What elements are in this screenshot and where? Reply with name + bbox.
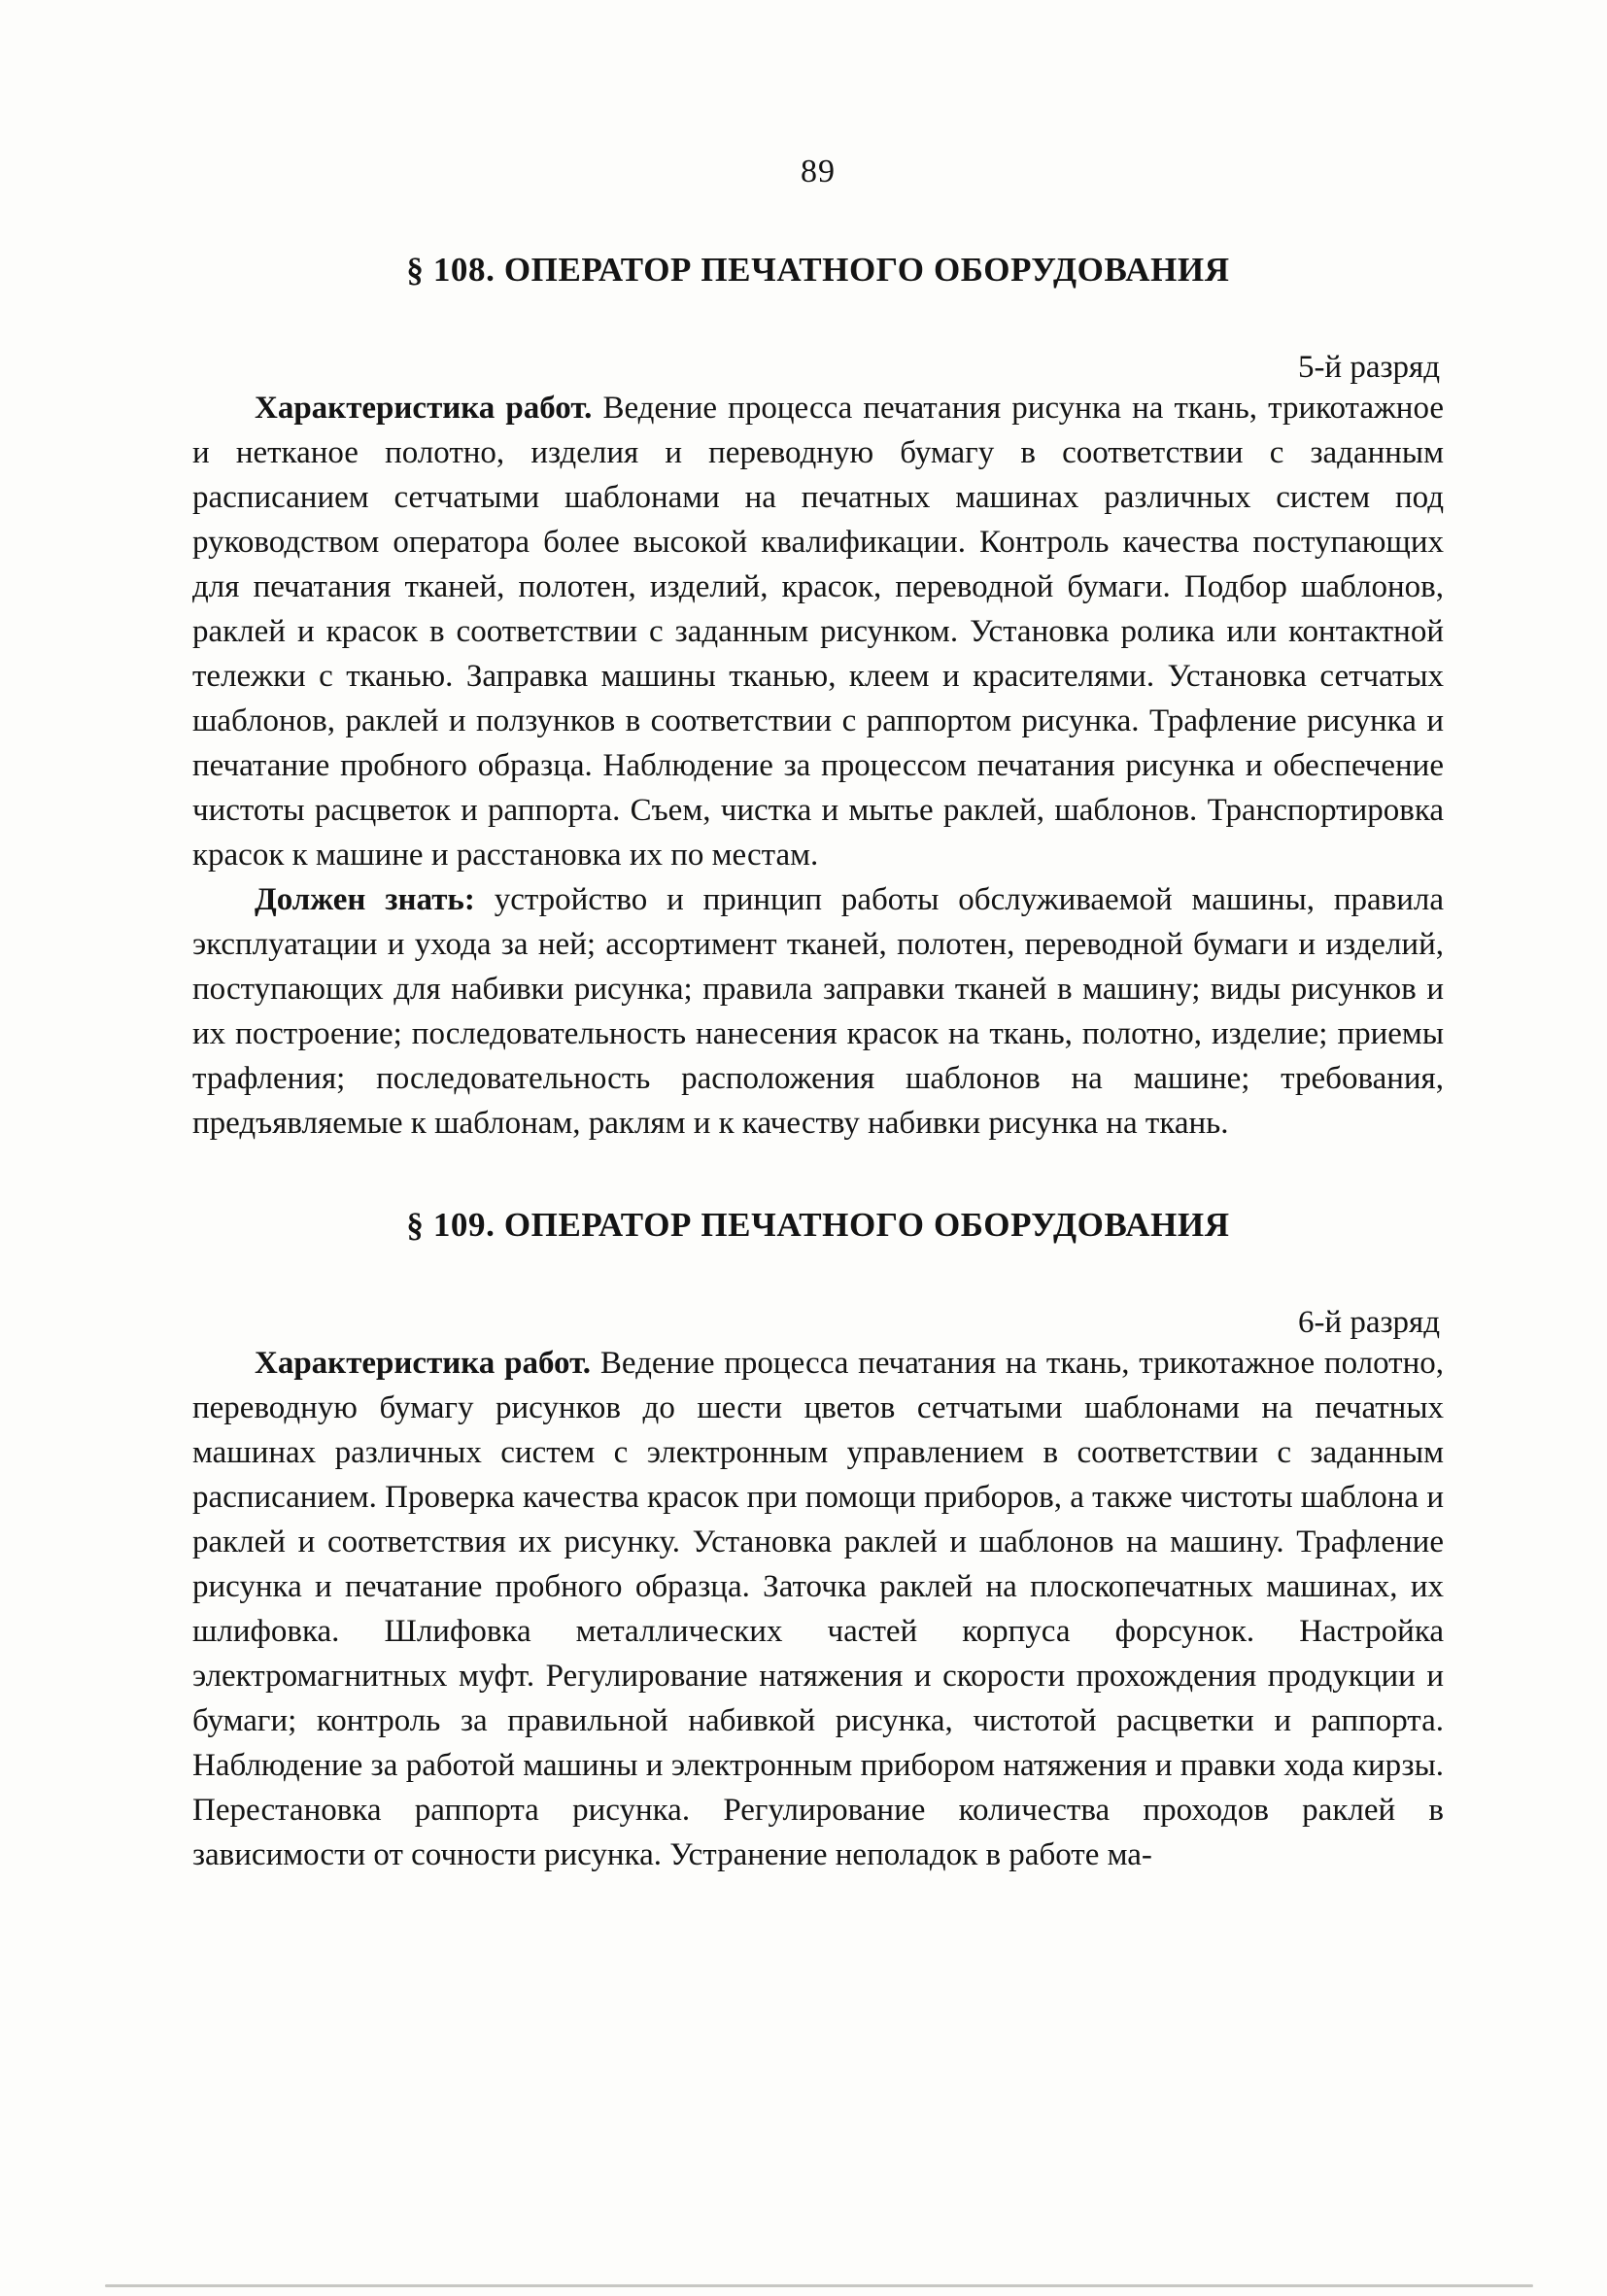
section-109-characteristics-paragraph — [192, 1341, 1444, 1877]
section-108-grade: 5-й разряд — [1297, 350, 1440, 385]
scan-artifact-line — [105, 2284, 1533, 2287]
section-108 — [192, 251, 1444, 1146]
paragraph-text: устройство и принцип работы обслуживаемой машины, правила эксплуатации и ухода за ней; ассортимент тканей, полотен, переводной бумаги и изделий, поступающих для набивки рисунка; правила заправки тканей в машину; виды рисунков и их построение; последовательность нанесения красок на ткань, полотно, изделие; приемы трафления; последовательность расположения шаблонов на машине; требования, предъявляемые к шаблонам, раклям и к качеству набивки рисунка на ткань. — [192, 882, 1444, 1141]
paragraph-text: Ведение процесса печатания рисунка на ткань, трикотажное и нетканое полотно, изделия и переводную бумагу в соответствии с заданным расписанием сетчатыми шаблонами на печатных машинах различных систем под руководством оператора более высокой квалификации. Контроль качества поступающих для печатания тканей, полотен, изделий, красок, переводной бумаги. Подбор шаблонов, раклей и красок в соответствии с заданным рисунком. Установка ролика или контактной тележки с тканью. Заправка машины тканью, клеем и красителями. Установка сетчатых шаблонов, раклей и ползунков в соответствии с раппортом рисунка. Трафление рисунка и печатание пробного образца. Наблюдение за процессом печатания рисунка и обеспечение чистоты расцветок и раппорта. Съем, чистка и мытье раклей, шаблонов. Транспортировка красок к машине и расстановка их по местам. — [192, 391, 1445, 873]
page-number: 89 — [801, 154, 836, 189]
section-108-must-know-paragraph — [192, 877, 1444, 1146]
paragraph-lead: Должен знать: — [255, 882, 475, 917]
paragraph-lead: Характеристика работ. — [255, 1346, 592, 1381]
text-block — [192, 0, 1444, 1877]
section-109-heading: § 109. ОПЕРАТОР ПЕЧАТНОГО ОБОРУДОВАНИЯ — [406, 1206, 1230, 1244]
section-109 — [192, 1206, 1444, 1877]
paragraph-lead: Характеристика работ. — [255, 391, 593, 426]
section-109-grade: 6-й разряд — [1297, 1305, 1440, 1340]
section-108-characteristics-paragraph — [192, 386, 1444, 877]
section-108-heading: § 108. ОПЕРАТОР ПЕЧАТНОГО ОБОРУДОВАНИЯ — [406, 251, 1230, 289]
paragraph-text: Ведение процесса печатания на ткань, трикотажное полотно, переводную бумагу рисунков до шести цветов сетчатыми шаблонами на печатных машинах различных систем с электронным управлением в соответствии с заданным расписанием. Проверка качества красок при помощи приборов, а также чистоты шаблона и раклей и соответствия их рисунку. Установка раклей и шаблонов на машину. Трафление рисунка и печатание пробного образца. Заточка раклей на плоскопечатных машинах, их шлифовка. Шлифовка металлических частей корпуса форсунок. Настройка электромагнитных муфт. Регулирование натяжения и скорости прохождения продукции и бумаги; контроль за правильной набивкой рисунка, чистотой расцветки и раппорта. Наблюдение за работой машины и электронным прибором натяжения и правки хода кирзы. Перестановка раппорта рисунка. Регулирование количества проходов раклей в зависимости от сочности рисунка. Устранение неполадок в работе ма- — [192, 1346, 1445, 1872]
